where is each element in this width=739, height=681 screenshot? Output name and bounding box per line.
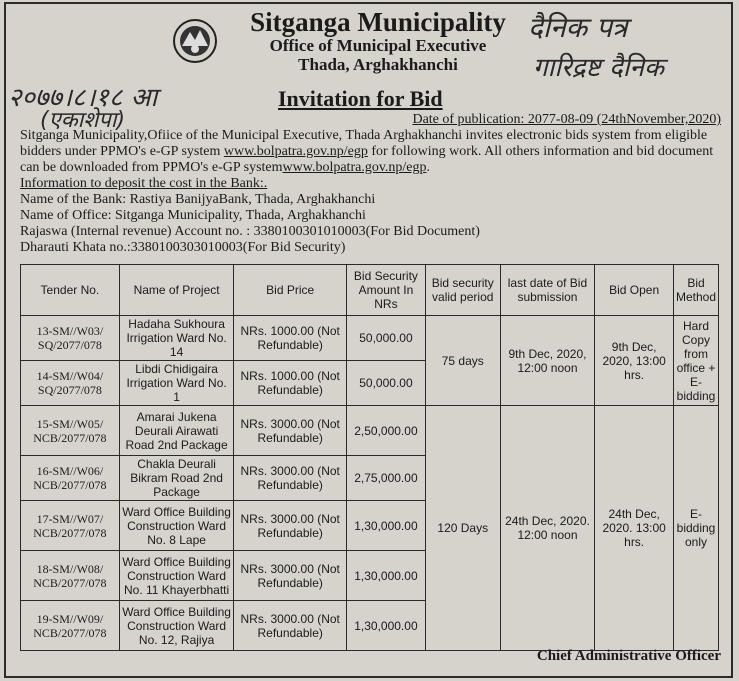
tender-no: 17-SM//W07/ NCB/2077/078: [21, 501, 120, 551]
valid-period-group2: 120 Days: [425, 406, 500, 651]
header-bid-open: Bid Open: [595, 265, 674, 316]
header-tender-no: Tender No.: [21, 265, 120, 316]
office-name: Office of Municipal Executive: [269, 36, 487, 55]
header-last-date: last date of Bid submission: [500, 265, 595, 316]
bid-price: NRs. 3000.00 (Not Refundable): [234, 501, 347, 551]
method-group1: Hard Copy from office + E-bidding: [673, 316, 718, 406]
dharauti-account: Dharauti Khata no.:3380100303010003(For Bid Security): [20, 240, 346, 255]
bank-name: Name of the Bank: Rastiya BanijyaBank, Thada, Arghakhanchi: [20, 192, 376, 207]
tender-table: [20, 264, 719, 651]
rajaswa-account: Rajaswa (Internal revenue) Account no. : 3380100301010003(For Bid Document): [20, 224, 480, 239]
header-project: Name of Project: [119, 265, 234, 316]
bid-security: 2,75,000.00: [346, 456, 425, 501]
bid-price: NRs. 3000.00 (Not Refundable): [234, 406, 347, 456]
table-row: [21, 406, 719, 456]
project-name: Ward Office Building Construction Ward No. 8 Lape: [119, 501, 234, 551]
tender-no: 18-SM//W08/ NCB/2077/078: [21, 551, 120, 601]
project-name: Hadaha Sukhoura Irrigation Ward No. 14: [119, 316, 234, 361]
header-bid-method: Bid Method: [673, 265, 718, 316]
egp-link-2[interactable]: www.bolpatra.gov.np/egp: [282, 160, 427, 175]
handwritten-note-top-2: गारिद्रष्ट दैनिक: [533, 53, 664, 83]
valid-period-group1: 75 days: [425, 316, 500, 406]
bid-price: NRs. 1000.00 (Not Refundable): [234, 361, 347, 406]
bank-info-heading: Information to deposit the cost in the Bank:.: [20, 176, 268, 191]
bid-price: NRs. 3000.00 (Not Refundable): [234, 456, 347, 501]
intro-text-2: for following work. All others information and bid document can be downloaded from PPMO's e-GP system: [20, 144, 714, 175]
last-date-group1: 9th Dec, 2020, 12:00 noon: [500, 316, 595, 406]
publication-date: Date of publication: 2077-08-09 (24thNovember,2020): [412, 112, 721, 127]
notice-title: Invitation for Bid: [278, 86, 443, 111]
open-date-group1: 9th Dec, 2020, 13:00 hrs.: [595, 316, 674, 406]
intro-paragraph: [20, 128, 720, 176]
bid-price: NRs. 3000.00 (Not Refundable): [234, 551, 347, 601]
bid-price: NRs. 3000.00 (Not Refundable): [234, 601, 347, 651]
office-name-line: Name of Office: Sitganga Municipality, Thada, Arghakhanchi: [20, 208, 366, 223]
tender-no: 19-SM//W09/ NCB/2077/078: [21, 601, 120, 651]
bid-security: 1,30,000.00: [346, 501, 425, 551]
last-date-group2: 24th Dec, 2020. 12:00 noon: [500, 406, 595, 651]
project-name: Amarai Jukena Deurali Airawati Road 2nd Package: [119, 406, 234, 456]
bid-security: 50,000.00: [346, 361, 425, 406]
signature-title: Chief Administrative Officer: [536, 648, 721, 664]
tender-no: 16-SM//W06/ NCB/2077/078: [21, 456, 120, 501]
bid-security: 2,50,000.00: [346, 406, 425, 456]
office-place: Thada, Arghakhanchi: [298, 55, 458, 74]
tender-no: 15-SM//W05/ NCB/2077/078: [21, 406, 120, 456]
handwritten-note-left-2: (एकाशेपा): [40, 108, 126, 133]
tender-no: 14-SM//W04/ SQ/2077/078: [21, 361, 120, 406]
municipality-name: Sitganga Municipality: [250, 7, 506, 37]
bid-price: NRs. 1000.00 (Not Refundable): [234, 316, 347, 361]
handwritten-note-top-1: दैनिक पत्र: [528, 11, 628, 44]
bid-security: 50,000.00: [346, 316, 425, 361]
intro-text-3: .: [426, 160, 431, 175]
header-valid-period: Bid security valid period: [425, 265, 500, 316]
open-date-group2: 24th Dec, 2020. 13:00 hrs.: [595, 406, 674, 651]
project-name: Chakla Deurali Bikram Road 2nd Package: [119, 456, 234, 501]
header-block: [170, 8, 530, 74]
bid-security: 1,30,000.00: [346, 551, 425, 601]
egp-link-1[interactable]: www.bolpatra.gov.np/egp: [223, 144, 368, 159]
handwritten-note-left-1: २०७७।८।१८ आ: [8, 83, 158, 113]
intro-text-1: Sitganga Municipality,Ofiice of the Municipal Executive, Thada Arghakhanchi invites electronic bids system from eligible bidders under PPMO's e-GP system: [20, 128, 708, 159]
header-bid-price: Bid Price: [234, 265, 347, 316]
project-name: Ward Office Building Construction Ward No. 11 Khayerbhatti: [119, 551, 234, 601]
project-name: Libdi Chidigaira Irrigation Ward No. 1: [119, 361, 234, 406]
bid-security: 1,30,000.00: [346, 601, 425, 651]
method-group2: E-bidding only: [673, 406, 718, 651]
notice-body: [20, 128, 720, 256]
table-row: [21, 316, 719, 361]
header-bid-security: Bid Security Amount In NRs: [346, 265, 425, 316]
table-header-row: [21, 265, 719, 316]
tender-no: 13-SM//W03/ SQ/2077/078: [21, 316, 120, 361]
project-name: Ward Office Building Construction Ward No. 12, Rajiya: [119, 601, 234, 651]
